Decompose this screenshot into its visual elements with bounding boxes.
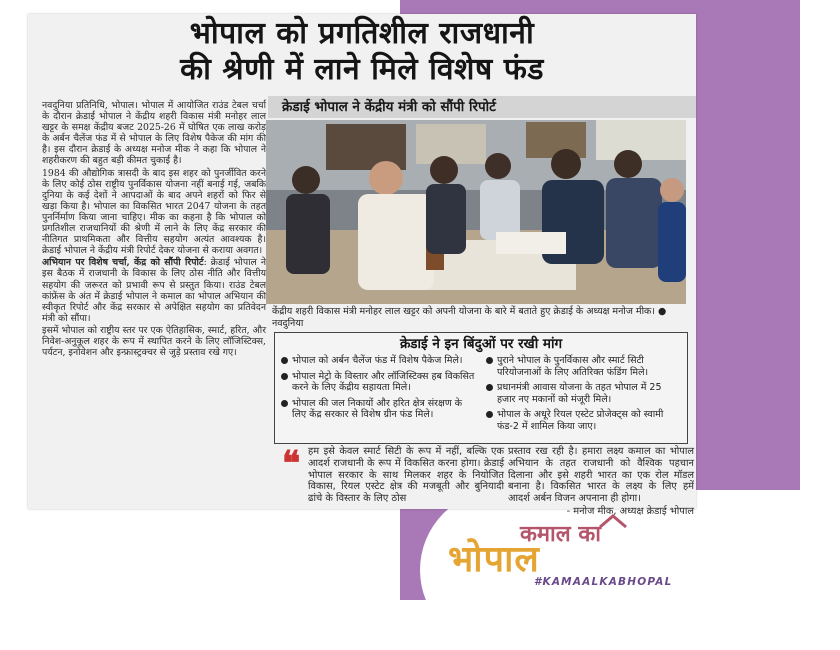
photo-caption-text: केंद्रीय शहरी विकास मंत्री मनोहर लाल खट्टर को अपनी योजना के बारे में बताते हुए क्रेडाई के अध्यक्ष मनोज मीक। [272, 306, 655, 317]
logo-main-text: भोपाल [448, 539, 540, 580]
quote-icon: ❝ [282, 444, 301, 484]
kamaal-ka-bhopal-logo [448, 516, 708, 586]
quote-left: हम इसे केवल स्मार्ट सिटी के रूप में नहीं, बल्कि एक आदर्श राजधानी के रूप में विकसित करना होगा। क्रेडाई भोपाल सरकार के साथ मिलकर शहर के नियोजित विकास, रियल एस्टेट क्षेत्र की मजबूती और बुनियादी ढांचे के विस्तार के लिए ठोस [308, 446, 504, 505]
demand-item: प्रधानमंत्री आवास योजना के तहत भोपाल में 25 हजार नए मकानों को मंजूरी मिले। [486, 382, 681, 405]
demands-column-left [281, 355, 476, 436]
article-kicker: क्रेडाई भोपाल ने केंद्रीय मंत्री को सौंपी रिपोर्ट [268, 96, 696, 118]
demands-grid [275, 355, 687, 436]
roof-icon [598, 514, 628, 528]
photo-credit: ● नवदुनिया [272, 306, 667, 329]
demands-column-right [486, 355, 681, 436]
headline [28, 16, 696, 88]
logo-top-text: कमाल का [520, 522, 601, 547]
article-subhead: अभियान पर विशेष चर्चा, केंद्र को सौंपी रिपोर्ट [42, 257, 204, 269]
news-photo [266, 120, 686, 304]
bullet-icon [486, 384, 493, 391]
body-paragraph: 1984 की औद्योगिक त्रासदी के बाद इस शहर को पुनर्जीवित करने के लिए कोई ठोस राष्ट्रीय पुनर्विकास योजना नहीं बनाई गई, जबकि दुनिया के कई देशों ने आपदाओं के बाद अपने शहरों को फिर से खड़ा किया है। भोपाल का विकसित भारत 2047 योजना के तहत पुनर्निर्माण किया जाना चाहिए। मीक का कहना है कि भोपाल को प्रगतिशील राजधानियों की श्रेणी में लाने के लिए केंद्र सरकार की नीतिगत प्राथमिकता और वित्तीय सहयोग अत्यंत आवश्यक है। क्रेडाई भोपाल ने केंद्रीय मंत्री रिपोर्ट देकर योजना से कराया अवगत। [42, 167, 266, 257]
demand-item: भोपाल को अर्बन चैलेंज फंड में विशेष पैकेज मिले। [281, 355, 476, 367]
demand-item: भोपाल की जल निकायों और हरित क्षेत्र संरक्षण के लिए केंद्र सरकार से विशेष ग्रीन फंड मिले। [281, 398, 476, 421]
demand-item: भोपाल के अधूरे रियल एस्टेट प्रोजेक्ट्स को स्वामी फंड-2 में शामिल किया जाए। [486, 409, 681, 432]
bullet-icon [281, 373, 288, 380]
article-body [42, 100, 266, 510]
newspaper-clipping [28, 14, 696, 517]
demand-item: पुराने भोपाल के पुनर्विकास और स्मार्ट सिटी परियोजनाओं के लिए अतिरिक्त फंडिंग मिले। [486, 355, 681, 378]
body-paragraph: : क्रेडाई भोपाल ने इस बैठक में राजधानी के विकास के लिए ठोस नीति और वित्तीय सहयोग की जरूरत को प्रभावी रूप से प्रस्तुत किया। राउंड टेबल कांफ्रेंस के अंत में क्रेडाई भोपाल ने कमाल का भोपाल अभियान की स्वीकृत रिपोर्ट और केंद्र सरकार से अपेक्षित सहयोग का प्रतिवेदन मंत्री को सौंपा। [42, 257, 266, 324]
photo-caption [268, 306, 688, 332]
body-paragraph: नवदुनिया प्रतिनिधि, भोपाल। भोपाल में आयोजित राउंड टेबल चर्चा के दौरान क्रेडाई भोपाल ने केंद्रीय शहरी विकास मंत्री मनोहर लाल खट्टर के समक्ष केंद्रीय बजट 2025-26 में घोषित एक लाख करोड़ के अर्बन चैलेंज फंड में से भोपाल के लिए विशेष पैकेज की मांग की है। इस दौरान क्रेडाई के अध्यक्ष मनोज मीक ने कहा कि भोपाल ने शहरीकरण की बहुत बड़ी कीमत चुकाई है। [42, 100, 266, 167]
bullet-icon [486, 357, 493, 364]
news-photo-illustration [266, 120, 686, 304]
demands-box [274, 332, 688, 444]
quote-right [508, 446, 694, 517]
body-paragraph: इसमें भोपाल को राष्ट्रीय स्तर पर एक ऐतिहासिक, स्मार्ट, हरित, और निवेश-अनुकूल शहर के रूप में स्थापित करने के लिए लॉजिस्टिक्स, पर्यटन, इनोवेशन और इन्फ्रास्ट्रक्चर से जुड़े प्रस्ताव रखे गए। [42, 324, 266, 359]
bullet-icon [281, 400, 288, 407]
demands-title: क्रेडाई ने इन बिंदुओं पर रखी मांग [399, 336, 563, 352]
headline-line-1: भोपाल को प्रगतिशील राजधानी [189, 16, 535, 51]
logo-hashtag: #KAMAALKABHOPAL [534, 576, 673, 588]
demand-item: भोपाल मेट्रो के विस्तार और लॉजिस्टिक्स हब विकसित करने के लिए केंद्रीय सहायता मिले। [281, 371, 476, 394]
headline-line-2: की श्रेणी में लाने मिले विशेष फंड [180, 52, 544, 87]
photo-credit-text: नवदुनिया [272, 318, 304, 329]
quote-attribution: - मनोज मीक, अध्यक्ष क्रेडाई भोपाल [566, 505, 694, 517]
quote-right-text: प्रस्ताव रख रही है। हमारा लक्ष्य कमाल का भोपाल अभियान के तहत राजधानी को वैश्विक पहचान दिलाना और इसे शहरी भारत का एक रोल मॉडल बनाना है। विकसित भारत के लक्ष्य के लिए हमें आदर्श अर्बन विजन अपनाना ही होगा। [508, 446, 694, 505]
bullet-icon [281, 357, 288, 364]
bullet-icon [486, 411, 493, 418]
